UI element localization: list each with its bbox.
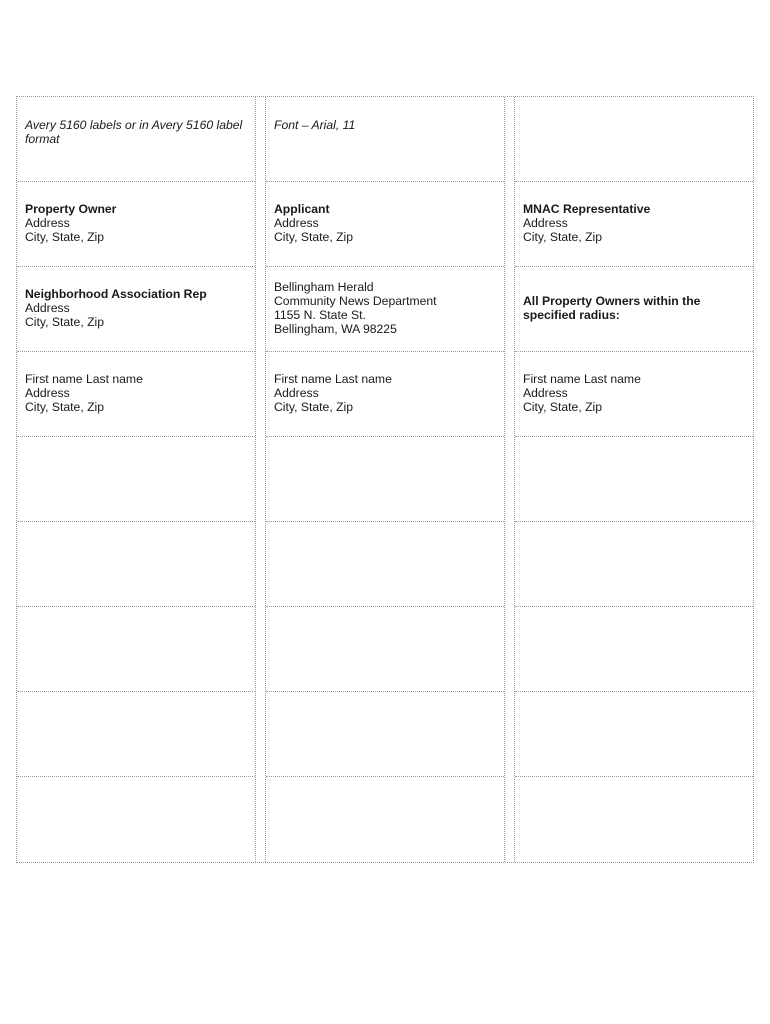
label-title: All Property Owners within the specified radius: (523, 294, 701, 322)
empty-label-cell (17, 607, 255, 692)
label-column-2 (266, 97, 504, 862)
label-line: First name Last name (274, 372, 392, 387)
label-line: Address (523, 216, 568, 231)
label-cell (266, 267, 504, 352)
label-line: Address (523, 386, 568, 401)
empty-label-cell (266, 777, 504, 862)
label-cell (266, 97, 504, 182)
label-line: City, State, Zip (274, 229, 354, 244)
empty-label-cell (266, 692, 504, 777)
label-cell (266, 352, 504, 437)
label-line: Address (25, 386, 70, 401)
empty-label-cell (17, 437, 255, 522)
instruction-text: Avery 5160 labels or in Avery 5160 label format (25, 118, 243, 146)
label-line: City, State, Zip (25, 399, 105, 414)
label-cell (515, 352, 753, 437)
label-line: Address (25, 216, 70, 231)
label-line: First name Last name (523, 372, 641, 387)
label-line: City, State, Zip (523, 229, 603, 244)
empty-label-cell (515, 607, 753, 692)
label-cell (17, 182, 255, 267)
empty-label-cell (266, 607, 504, 692)
label-title: MNAC Representative (523, 202, 651, 217)
instruction-text: Font – Arial, 11 (274, 118, 356, 132)
label-line: City, State, Zip (523, 399, 603, 414)
label-cell (17, 267, 255, 352)
label-cell (266, 182, 504, 267)
label-cell (17, 352, 255, 437)
label-line: Address (274, 386, 319, 401)
empty-label-cell (266, 522, 504, 607)
label-title: Applicant (274, 202, 330, 217)
label-line: 1155 N. State St. (274, 308, 366, 322)
label-line: Address (25, 301, 70, 316)
label-title: Property Owner (25, 202, 117, 217)
empty-label-cell (17, 692, 255, 777)
label-cell (515, 182, 753, 267)
label-line: Community News Department (274, 294, 437, 309)
label-line: City, State, Zip (274, 399, 354, 414)
label-line: Bellingham Herald (274, 280, 374, 295)
label-line: Bellingham, WA 98225 (274, 321, 397, 336)
label-cell (17, 97, 255, 182)
label-line: City, State, Zip (25, 229, 105, 244)
label-column-1 (17, 97, 255, 862)
empty-label-cell (515, 97, 753, 182)
empty-label-cell (17, 522, 255, 607)
column-gap (504, 97, 515, 862)
label-line: Address (274, 216, 319, 231)
label-cell (515, 267, 753, 352)
label-title: Neighborhood Association Rep (25, 287, 207, 302)
label-column-3 (515, 97, 753, 862)
label-sheet (16, 96, 754, 863)
empty-label-cell (515, 692, 753, 777)
empty-label-cell (515, 522, 753, 607)
empty-label-cell (17, 777, 255, 862)
label-line: City, State, Zip (25, 314, 105, 329)
column-gap (255, 97, 266, 862)
label-line: First name Last name (25, 372, 143, 387)
empty-label-cell (266, 437, 504, 522)
empty-label-cell (515, 777, 753, 862)
empty-label-cell (515, 437, 753, 522)
